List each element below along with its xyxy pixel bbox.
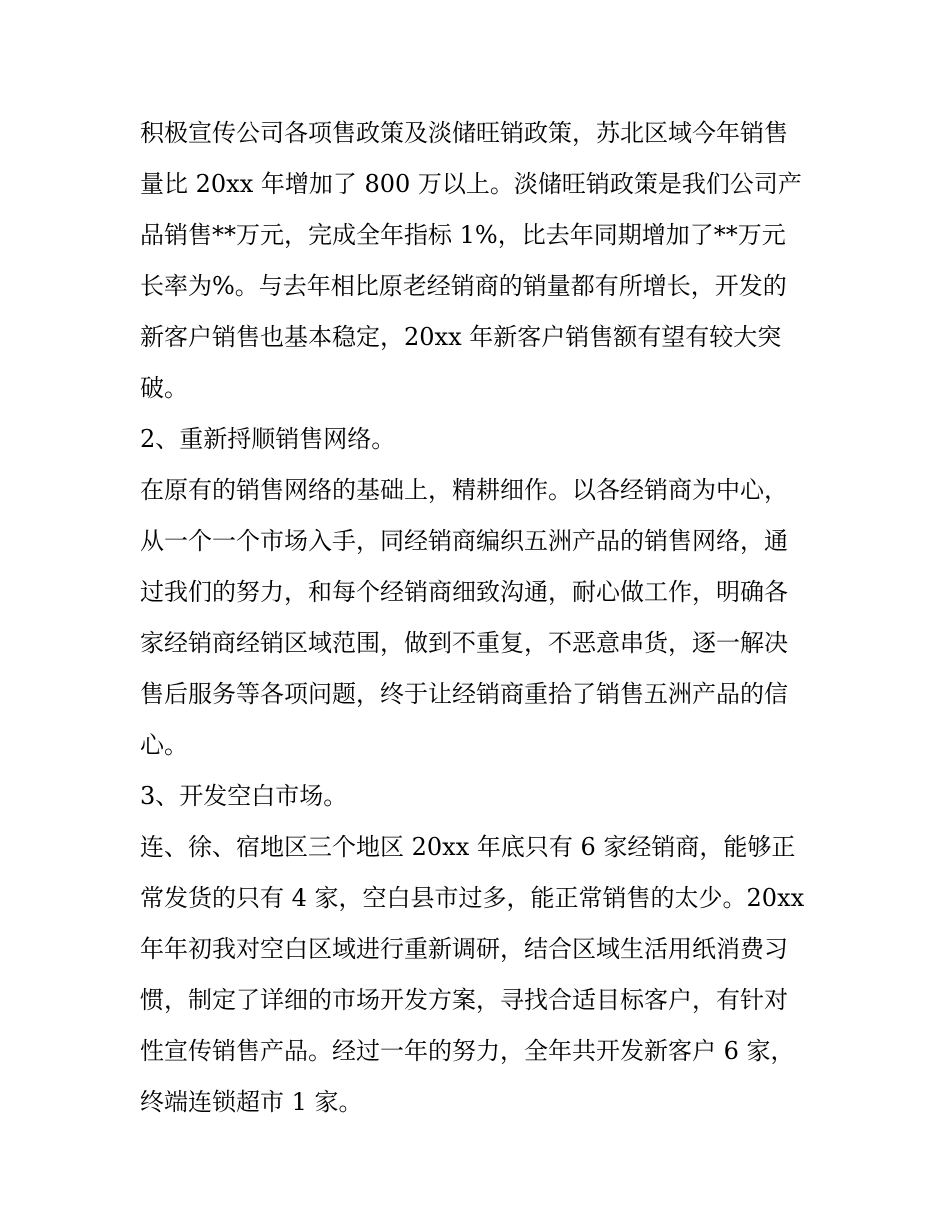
section-heading-3: 3、开发空白市场。 <box>140 782 348 810</box>
text-line-10: 过我们的努力，和每个经销商细致沟通，耐心做工作，明确各 <box>140 578 788 606</box>
text-line-5: 新客户销售也基本稳定，20xx 年新客户销售额有望有较大突 <box>140 323 782 351</box>
text-line-4: 长率为%。与去年相比原老经销商的销量都有所增长，开发的 <box>140 272 787 300</box>
text-line-6: 破。 <box>140 374 188 402</box>
section-heading-2: 2、重新捋顺销售网络。 <box>140 425 396 453</box>
text-line-19: 性宣传销售产品。经过一年的努力，全年共开发新客户 6 家， <box>140 1037 795 1065</box>
text-line-17: 年年初我对空白区域进行重新调研，结合区域生活用纸消费习 <box>140 935 788 963</box>
text-line-15: 连、徐、宿地区三个地区 20xx 年底只有 6 家经销商，能够正 <box>140 833 796 861</box>
text-line-1: 积极宣传公司各项售政策及淡储旺销政策，苏北区域今年销售 <box>140 119 788 147</box>
text-line-20: 终端连锁超市 1 家。 <box>140 1088 363 1116</box>
document-body <box>140 108 820 1128</box>
text-line-18: 惯，制定了详细的市场开发方案，寻找合适目标客户，有针对 <box>140 986 788 1014</box>
text-line-2: 量比 20xx 年增加了 800 万以上。淡储旺销政策是我们公司产 <box>140 170 802 198</box>
text-line-11: 家经销商经销区域范围，做到不重复，不恶意串货，逐一解决 <box>140 629 788 657</box>
text-line-12: 售后服务等各项问题，终于让经销商重拾了销售五洲产品的信 <box>140 680 788 708</box>
text-line-13: 心。 <box>140 731 188 759</box>
text-line-16: 常发货的只有 4 家，空白县市过多，能正常销售的太少。20xx <box>140 884 805 912</box>
text-line-3: 品销售**万元，完成全年指标 1%，比去年同期增加了**万元 <box>140 221 786 249</box>
text-line-8: 在原有的销售网络的基础上，精耕细作。以各经销商为中心， <box>140 476 788 504</box>
text-line-9: 从一个一个市场入手，同经销商编织五洲产品的销售网络，通 <box>140 527 788 555</box>
